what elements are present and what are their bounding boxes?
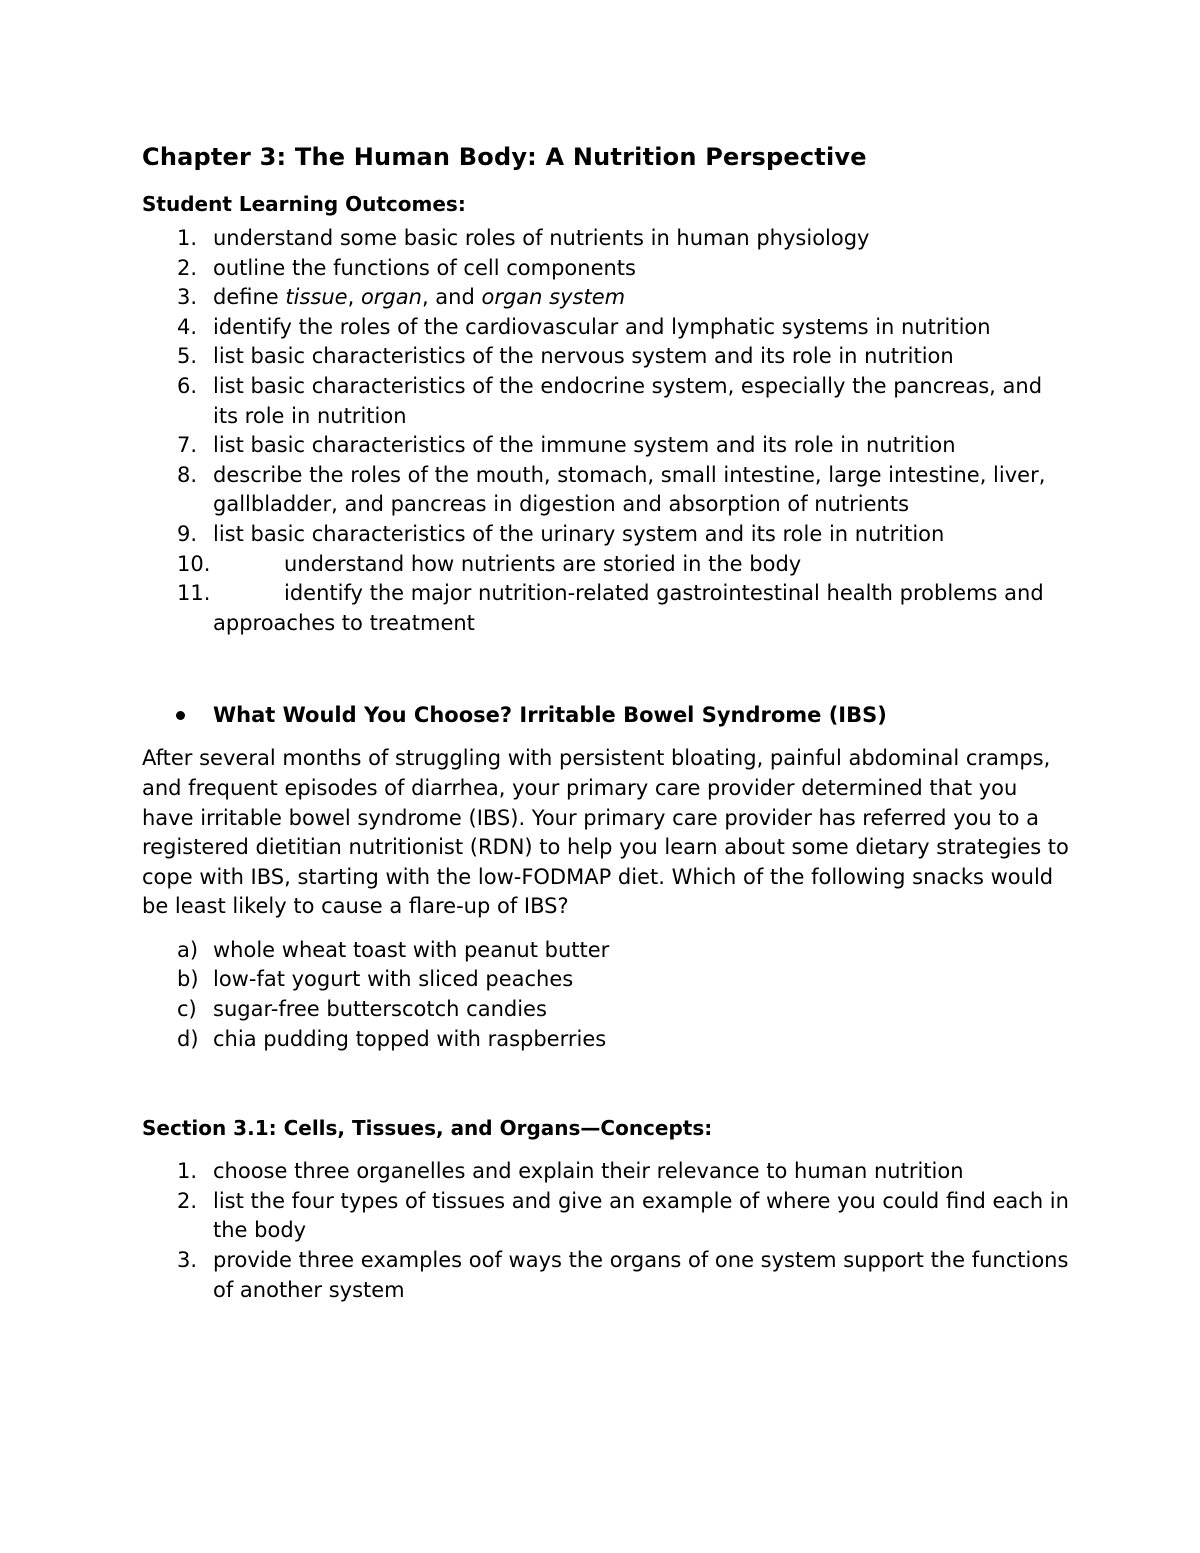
list-item: a) whole wheat toast with peanut butter	[177, 937, 610, 962]
case-paragraph: After several months of struggling with persistent bloating, painful abdominal cramps, and frequent episodes of diarrhea, your primary care provider determined that you have irritable bowel syndrome (IBS). Your primary care provider has referred you to a registered dietitian nutritionist (RDN) to help you learn about some dietary strategies to cope with IBS, starting with the low-FODMAP diet. Which of the following snacks would be least likely to cause a flare-up of IBS?	[142, 746, 1069, 919]
case-heading-text: What Would You Choose? Irritable Bowel Syndrome (IBS)	[213, 703, 887, 728]
choices-list	[142, 936, 1072, 1054]
concepts-list	[142, 1157, 1072, 1305]
case-heading	[142, 700, 1072, 730]
list-item: 11. identify the major nutrition-related gastrointestinal health problems and approaches to treatment	[177, 581, 1044, 635]
list-item: 3. provide three examples oof ways the organs of one system support the functions of another system	[177, 1248, 1069, 1302]
list-item: b) low-fat yogurt with sliced peaches	[177, 967, 574, 992]
list-item: 1. choose three organelles and explain their relevance to human nutrition	[177, 1159, 964, 1184]
list-item: 2. outline the functions of cell components	[177, 255, 636, 280]
list-item: c) sugar-free butterscotch candies	[177, 997, 547, 1022]
list-item: 9. list basic characteristics of the urinary system and its role in nutrition	[177, 521, 945, 546]
bullet-icon	[176, 711, 185, 720]
list-item: 1. understand some basic roles of nutrients in human physiology	[177, 226, 870, 250]
list-item: 6. list basic characteristics of the endocrine system, especially the pancreas, and its role in nutrition	[177, 373, 1043, 428]
list-item: 5. list basic characteristics of the nervous system and its role in nutrition	[177, 344, 954, 369]
list-item: 4. identify the roles of the cardiovascular and lymphatic systems in nutrition	[177, 314, 991, 339]
list-item: 7. list basic characteristics of the immune system and its role in nutrition	[177, 433, 956, 458]
list-item: 10. understand how nutrients are storied in the body	[177, 551, 802, 576]
list-item: 8. describe the roles of the mouth, stomach, small intestine, large intestine, liver, gallbladder, and pancreas in digestion and absorption of nutrients	[177, 462, 1046, 517]
outcomes-list	[142, 224, 1072, 638]
document-page	[142, 138, 1072, 1305]
chapter-title: Chapter 3: The Human Body: A Nutrition Perspective	[142, 143, 867, 171]
outcomes-heading: Student Learning Outcomes:	[142, 192, 466, 216]
list-item: 2. list the four types of tissues and give an example of where you could find each in the body	[177, 1188, 1069, 1243]
section-heading: Section 3.1: Cells, Tissues, and Organs—Concepts:	[142, 1116, 713, 1141]
list-item: 3. define tissue, organ, and organ system	[177, 285, 626, 310]
list-item: d) chia pudding topped with raspberries	[177, 1026, 607, 1051]
